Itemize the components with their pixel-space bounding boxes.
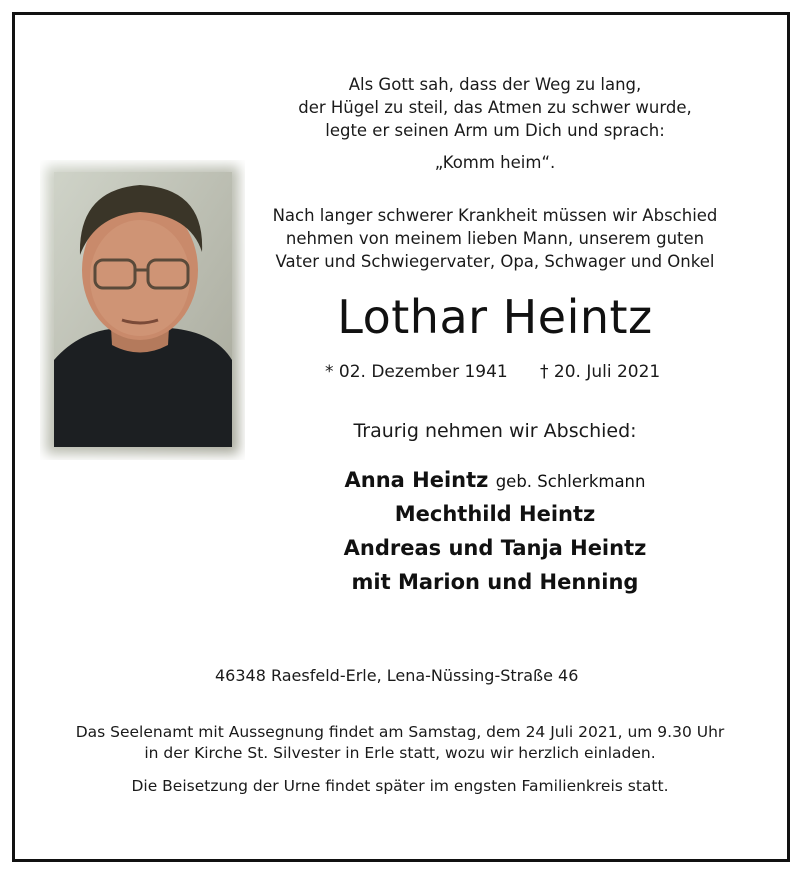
mourner-line [245,468,745,492]
birth-date: * 02. Dezember 1941 [325,362,508,382]
notice-line: Das Seelenamt mit Aussegnung findet am Samstag, dem 24 Juli 2021, um 9.30 Uhr [75,723,725,741]
intro-line: Vater und Schwiegervater, Opa, Schwager und Onkel [275,252,715,271]
poem-closing [260,151,730,174]
service-notice [30,722,770,764]
mourner-line: Andreas und Tanja Heintz [343,536,647,560]
mourner-line: Mechthild Heintz [394,502,596,526]
deceased-name: Lothar Heintz [337,290,653,344]
poem-line: legte er seinen Arm um Dich und sprach: [325,121,665,140]
mourner-line: mit Marion und Henning [351,570,639,594]
burial-notice [30,776,770,797]
notice-line: in der Kirche St. Silvester in Erle statt, wozu wir herzlich einladen. [144,744,656,762]
mourner-name: Anna Heintz [344,468,489,492]
death-date: † 20. Juli 2021 [540,362,661,382]
poem-line: der Hügel zu steil, das Atmen zu schwer wurde, [298,98,692,117]
poem-line: „Komm heim“. [434,153,556,172]
address: 46348 Raesfeld-Erle, Lena-Nüssing-Straße 46 [215,666,579,685]
poem [260,73,730,142]
portrait-photo [40,160,245,460]
intro-text [245,204,745,273]
poem-line: Als Gott sah, dass der Weg zu lang, [348,75,642,94]
intro-line: nehmen von meinem lieben Mann, unserem guten [285,229,705,248]
intro-line: Nach langer schwerer Krankheit müssen wir Abschied [272,206,718,225]
maiden-name: geb. Schlerkmann [495,472,646,491]
mourners-heading: Traurig nehmen wir Abschied: [353,420,637,442]
notice-line: Die Beisetzung der Urne findet später im engsten Familienkreis statt. [131,777,669,795]
